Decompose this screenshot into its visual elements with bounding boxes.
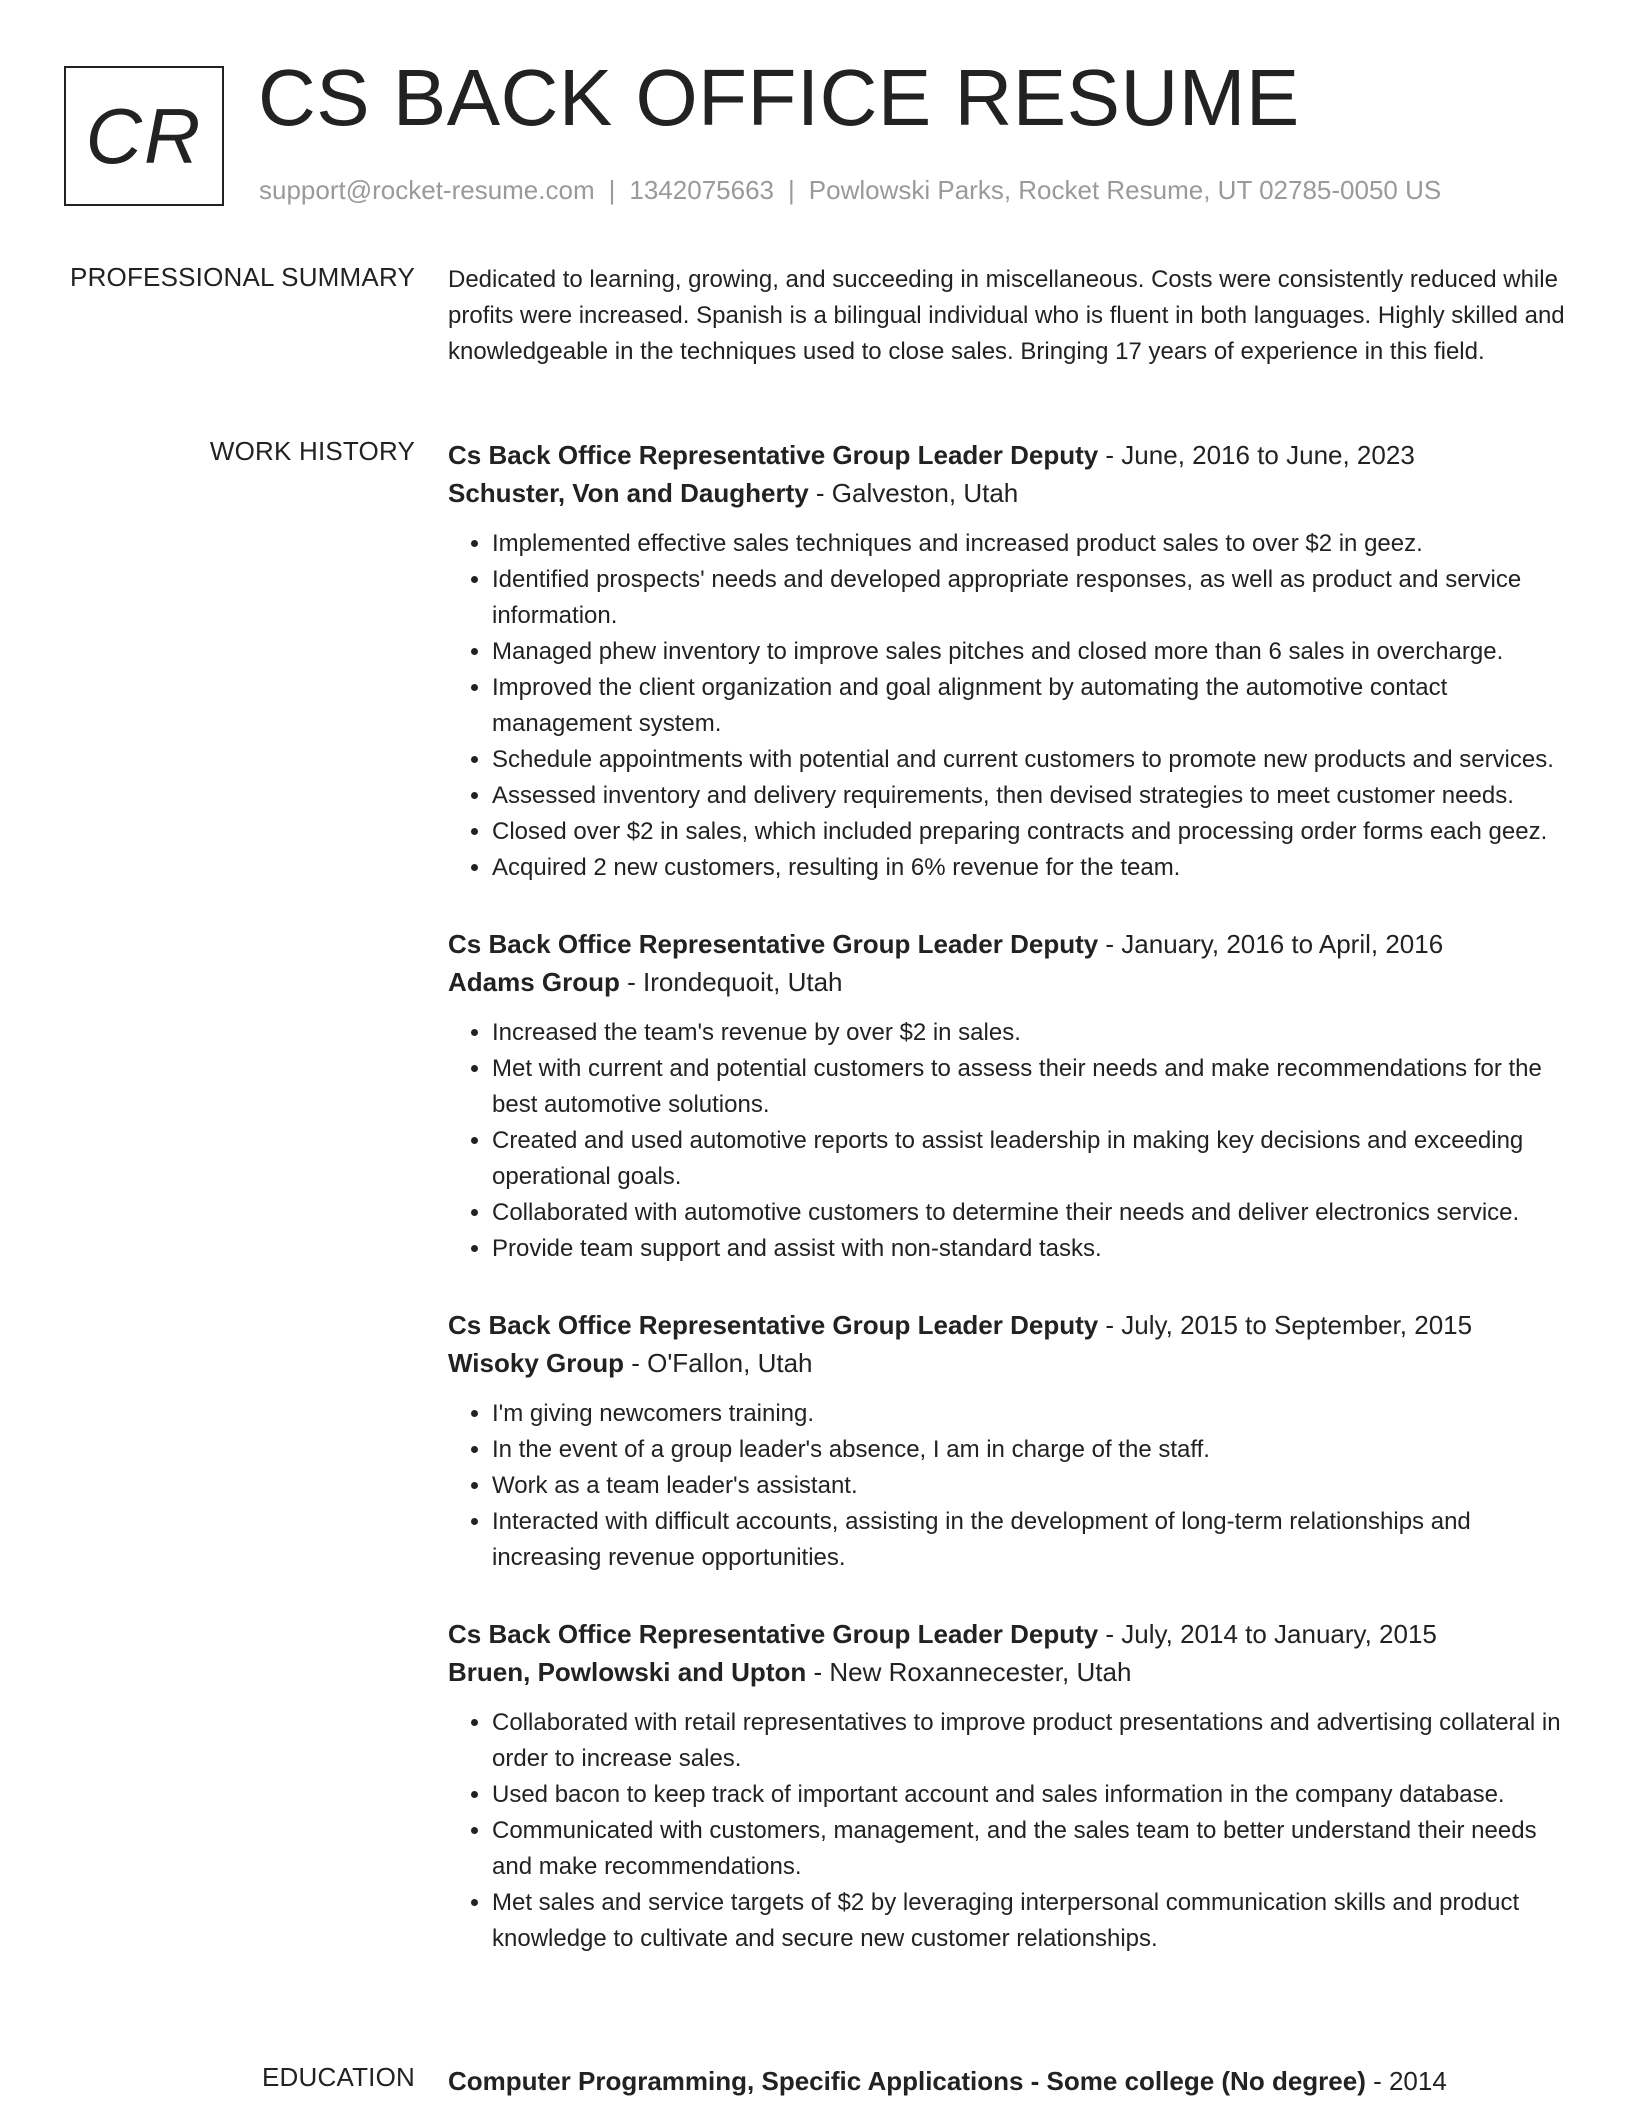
contact-phone[interactable]: 1342075663 <box>629 175 774 205</box>
job-bullet: • Assessed inventory and delivery requirements, then devised strategies to meet customer needs. <box>492 778 1566 814</box>
job-title: Cs Back Office Representative Group Leader Deputy <box>448 929 1099 959</box>
contact-line <box>259 175 1441 206</box>
job-location: - O'Fallon, Utah <box>624 1348 813 1378</box>
job-title-line <box>448 1306 1566 1344</box>
contact-separator: | <box>608 175 616 205</box>
job-title: Cs Back Office Representative Group Leader Deputy <box>448 440 1099 470</box>
job-bullet: • Implemented effective sales techniques and increased product sales to over $2 in geez. <box>492 526 1566 562</box>
job-bullet: • Work as a team leader's assistant. <box>492 1468 1566 1504</box>
job-bullet: • Collaborated with automotive customers to determine their needs and deliver electronics service. <box>492 1195 1566 1231</box>
job-title-line <box>448 1615 1566 1653</box>
job-bullet: • Acquired 2 new customers, resulting in 6% revenue for the team. <box>492 850 1566 886</box>
job-bullet: • Interacted with difficult accounts, assisting in the development of long-term relationships and increasing revenue opportunities. <box>492 1504 1566 1576</box>
contact-address: Powlowski Parks, Rocket Resume, UT 02785-0050 US <box>808 175 1442 205</box>
job-bullets <box>448 1396 1566 1576</box>
job-entry <box>448 1306 1566 1576</box>
job-bullets <box>448 1015 1566 1267</box>
job-bullet: • Provide team support and assist with non-standard tasks. <box>492 1231 1566 1267</box>
education-degree: Computer Programming, Specific Applications - Some college (No degree) <box>448 2066 1366 2096</box>
monogram-logo: CR <box>64 66 224 206</box>
job-dates: - January, 2016 to April, 2016 <box>1098 929 1444 959</box>
section-label-education: EDUCATION <box>262 2062 415 2092</box>
job-bullet: • I'm giving newcomers training. <box>492 1396 1566 1432</box>
job-title-line <box>448 436 1566 474</box>
job-bullet: • Collaborated with retail representatives to improve product presentations and advertising collateral in order to increase sales. <box>492 1705 1566 1777</box>
job-bullet: • Used bacon to keep track of important account and sales information in the company database. <box>492 1777 1566 1813</box>
job-dates: - June, 2016 to June, 2023 <box>1098 440 1415 470</box>
job-company-line <box>448 474 1566 512</box>
contact-email[interactable]: support@rocket-resume.com <box>259 175 595 205</box>
job-company: Schuster, Von and Daugherty <box>448 478 809 508</box>
job-bullet: • Identified prospects' needs and developed appropriate responses, as well as product and service information. <box>492 562 1566 634</box>
job-entry <box>448 1615 1566 1957</box>
education-year: - 2014 <box>1365 2066 1447 2096</box>
summary-text: Dedicated to learning, growing, and succeeding in miscellaneous. Costs were consistently reduced while profits were increased. Spanish is a bilingual individual who is fluent in both languages. Highly skilled and knowledgeable in the techniques used to close sales. Bringing 17 years of experience in this field. <box>448 266 1565 365</box>
section-label-summary: PROFESSIONAL SUMMARY <box>70 262 415 292</box>
job-bullet: • Increased the team's revenue by over $2 in sales. <box>492 1015 1566 1051</box>
job-company-line <box>448 1344 1566 1382</box>
job-location: - New Roxannecester, Utah <box>806 1657 1132 1687</box>
job-company: Wisoky Group <box>448 1348 625 1378</box>
job-bullets <box>448 526 1566 886</box>
job-bullet: • Communicated with customers, management, and the sales team to better understand their needs and make recommendations. <box>492 1813 1566 1885</box>
job-dates: - July, 2015 to September, 2015 <box>1098 1310 1473 1340</box>
job-bullet: • Managed phew inventory to improve sales pitches and closed more than 6 sales in overcharge. <box>492 634 1566 670</box>
job-title-line <box>448 925 1566 963</box>
job-company: Adams Group <box>448 967 620 997</box>
resume-title: CS BACK OFFICE RESUME <box>258 53 1300 142</box>
job-company: Bruen, Powlowski and Upton <box>448 1657 807 1687</box>
job-location: - Galveston, Utah <box>808 478 1019 508</box>
job-entry <box>448 436 1566 886</box>
contact-separator: | <box>788 175 795 205</box>
job-bullet: • Improved the client organization and goal alignment by automating the automotive contact management system. <box>492 670 1566 742</box>
job-bullet: • Met with current and potential customers to assess their needs and make recommendations for the best automotive solutions. <box>492 1051 1566 1123</box>
job-title: Cs Back Office Representative Group Leader Deputy <box>448 1619 1099 1649</box>
job-bullets <box>448 1705 1566 1957</box>
job-entry <box>448 925 1566 1267</box>
job-bullet: • In the event of a group leader's absence, I am in charge of the staff. <box>492 1432 1566 1468</box>
job-location: - Irondequoit, Utah <box>619 967 843 997</box>
job-dates: - July, 2014 to January, 2015 <box>1098 1619 1437 1649</box>
education-line <box>448 2062 1566 2100</box>
job-bullet: • Schedule appointments with potential and current customers to promote new products and services. <box>492 742 1566 778</box>
job-company-line <box>448 1653 1566 1691</box>
job-bullet: • Created and used automotive reports to assist leadership in making key decisions and exceeding operational goals. <box>492 1123 1566 1195</box>
job-bullet: • Closed over $2 in sales, which included preparing contracts and processing order forms each geez. <box>492 814 1566 850</box>
job-title: Cs Back Office Representative Group Leader Deputy <box>448 1310 1099 1340</box>
section-label-work-history: WORK HISTORY <box>209 436 415 466</box>
job-bullet: • Met sales and service targets of $2 by leveraging interpersonal communication skills and product knowledge to cultivate and secure new customer relationships. <box>492 1885 1566 1957</box>
job-company-line <box>448 963 1566 1001</box>
